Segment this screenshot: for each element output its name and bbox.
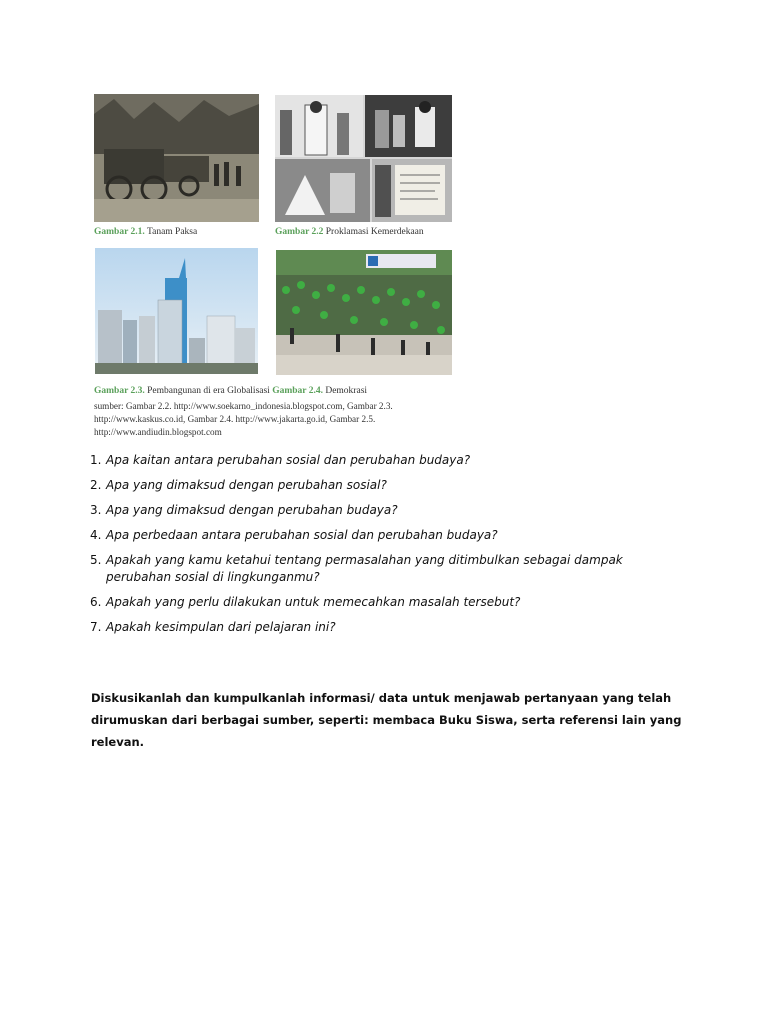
question-number: 1. xyxy=(90,453,102,467)
figure-caption-globalisasi-demokrasi: Gambar 2.3. Pembangunan di era Globalisasi Gambar 2.4. Demokrasi xyxy=(94,386,368,396)
question-item xyxy=(88,452,688,469)
question-number: 7. xyxy=(90,620,102,634)
question-item xyxy=(88,502,688,519)
question-text: Apakah yang kamu ketahui tentang permasalahan yang ditimbulkan sebagai dampak perubahan sosial di lingkunganmu? xyxy=(106,553,623,584)
question-item xyxy=(88,594,688,611)
figure-caption-proklamasi: Gambar 2.2 Proklamasi Kemerdekaan xyxy=(275,227,424,237)
instruction-paragraph: Diskusikanlah dan kumpulkanlah informasi/ data untuk menjawab pertanyaan yang telah dirumuskan dari berbagai sumber, seperti: membaca Buku Siswa, serta referensi lain yang relevan. xyxy=(91,691,682,749)
question-text: Apakah yang perlu dilakukan untuk memecahkan masalah tersebut? xyxy=(106,595,521,609)
figure-caption-tanam-paksa: Gambar 2.1. Tanam Paksa xyxy=(94,227,198,237)
demokrasi-crowd-photo xyxy=(276,250,452,375)
question-text: Apa perbedaan antara perubahan sosial dan perubahan budaya? xyxy=(106,528,498,542)
tanam-paksa-photo xyxy=(94,94,259,222)
image-source-note: sumber: Gambar 2.2. http://www.soekarno_indonesia.blogspot.com, Gambar 2.3. http://www.kaskus.co.id, Gambar 2.4. http://www.jakarta.go.id, Gambar 2.5. http://www.andiudin.blogspot.com xyxy=(94,401,393,437)
question-item xyxy=(88,477,688,494)
question-item xyxy=(88,619,688,636)
question-text: Apa yang dimaksud dengan perubahan budaya? xyxy=(106,503,398,517)
question-number: 2. xyxy=(90,478,102,492)
question-number: 6. xyxy=(90,595,102,609)
question-item xyxy=(88,527,688,544)
proklamasi-collage xyxy=(275,95,452,222)
question-text: Apa kaitan antara perubahan sosial dan perubahan budaya? xyxy=(106,453,471,467)
question-number: 4. xyxy=(90,528,102,542)
question-number: 5. xyxy=(90,553,102,567)
question-item xyxy=(88,552,688,586)
question-number: 3. xyxy=(90,503,102,517)
question-text: Apakah kesimpulan dari pelajaran ini? xyxy=(106,620,336,634)
question-text: Apa yang dimaksud dengan perubahan sosial? xyxy=(106,478,387,492)
question-list xyxy=(88,452,688,644)
globalisasi-skyline-photo xyxy=(95,248,258,374)
